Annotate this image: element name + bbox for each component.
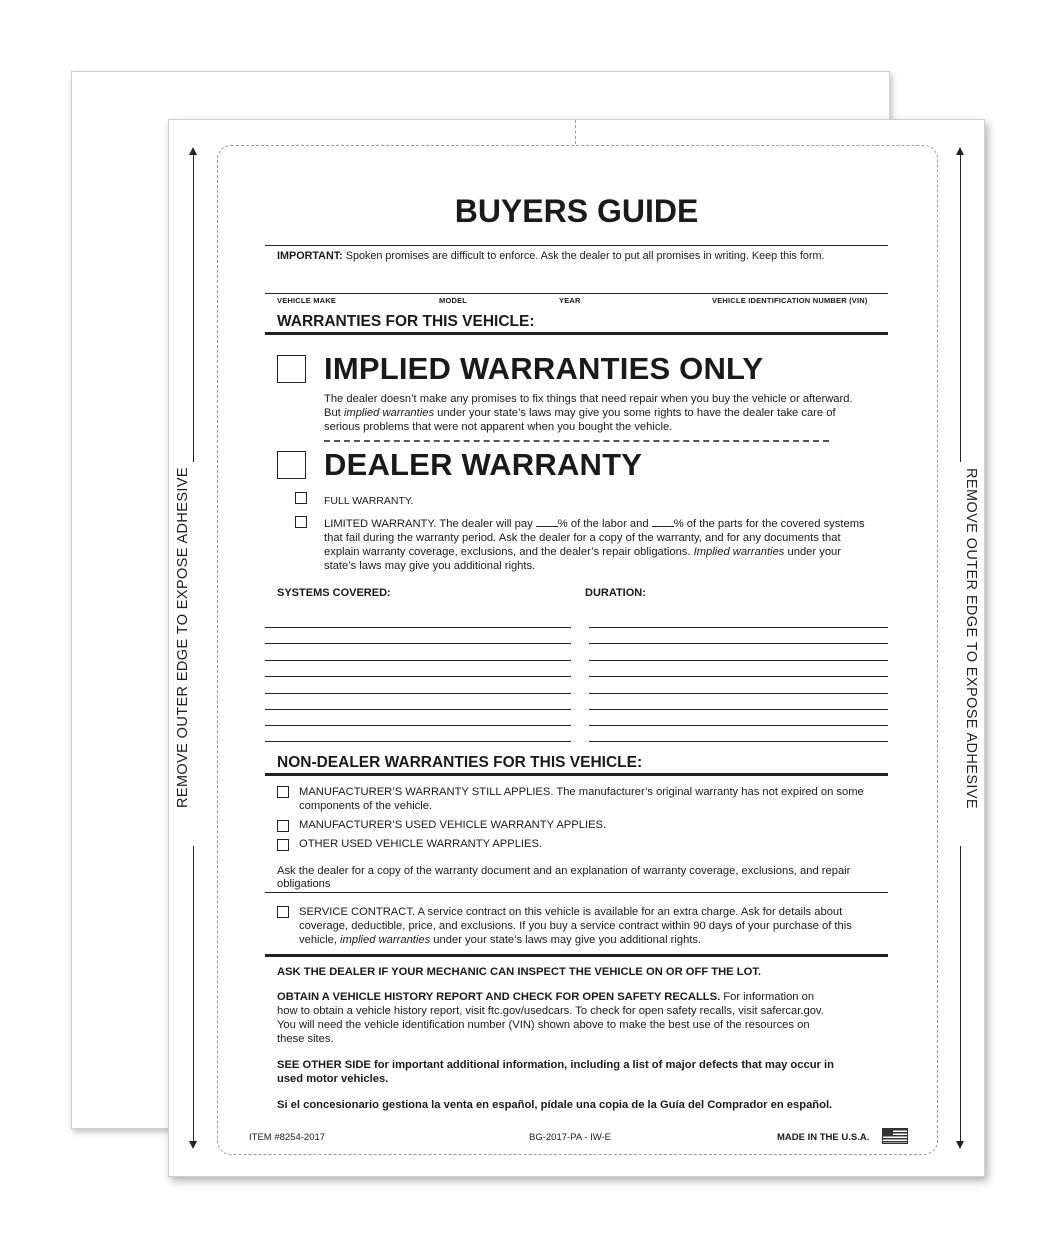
model-label: MODEL [439,296,468,305]
us-flag-icon [882,1128,908,1144]
systems-covered-line[interactable] [265,709,571,710]
text: OBTAIN A VEHICLE HISTORY REPORT AND CHECK FOR OPEN SAFETY RECALLS. [277,991,721,1003]
other-side-line-2: used motor vehicles. [277,1073,389,1085]
duration-line[interactable] [589,660,888,661]
ask-dealer-copy-line-1: Ask the dealer for a copy of the warranty document and an explanation of warranty coverage, exclusions, and repair [277,865,851,877]
important-label: IMPORTANT: [277,250,343,262]
perforation-mark [575,120,576,144]
manufacturer-used-warranty-label: MANUFACTURER’S USED VEHICLE WARRANTY APPLIES. [299,819,607,831]
text: under your state’s laws may give you some rights to have the dealer take care of [434,407,836,419]
history-line-1 [277,990,814,1004]
other-side-line-1: SEE OTHER SIDE for important additional information, including a list of major defects that may occur in [277,1059,834,1071]
divider [265,954,888,957]
full-warranty-label: FULL WARRANTY. [324,495,414,507]
spanish-notice: Si el concesionario gestiona la venta en español, pídale una copia de la Guía del Comprador en español. [277,1099,833,1111]
implied-warranties-heading: IMPLIED WARRANTIES ONLY [324,351,764,386]
important-notice [277,249,824,263]
other-used-warranty-checkbox[interactable] [277,839,289,851]
section-dashed-separator [324,440,829,442]
item-number: ITEM #8254-2017 [249,1132,326,1143]
ask-dealer-copy-line-2: obligations [277,878,331,890]
divider [265,892,888,893]
text: vehicle, [299,934,341,946]
parts-percent-blank[interactable] [652,517,674,527]
service-contract-checkbox[interactable] [277,906,289,918]
side-instruction-left: REMOVE OUTER EDGE TO EXPOSE ADHESIVE [175,466,191,808]
duration-line[interactable] [589,693,888,694]
dealer-warranty-checkbox[interactable] [277,451,306,479]
systems-covered-line[interactable] [265,693,571,694]
duration-line[interactable] [589,676,888,677]
manufacturer-warranty-line-2: components of the vehicle. [299,800,433,812]
dealer-warranty-heading: DEALER WARRANTY [324,447,643,482]
divider [265,773,888,776]
systems-covered-line[interactable] [265,676,571,677]
duration-line[interactable] [589,741,888,742]
arrow-down-icon [956,1141,964,1149]
other-used-warranty-label: OTHER USED VEHICLE WARRANTY APPLIES. [299,838,543,850]
systems-covered-line[interactable] [265,741,571,742]
duration-label: DURATION: [585,587,646,599]
service-contract-line-3 [299,933,701,947]
important-text: Spoken promises are difficult to enforce. Ask the dealer to put all promises in writing. Keep this form. [345,250,825,262]
manufacturer-warranty-line-1: MANUFACTURER’S WARRANTY STILL APPLIES. The manufacturer’s original warranty has not expired on some [299,786,864,798]
limited-line-1 [324,517,865,531]
implied-line-1: The dealer doesn’t make any promises to fix things that need repair when you buy the vehicle or afterward. [324,393,853,405]
text: % of the labor and [557,518,652,530]
side-instruction-right: REMOVE OUTER EDGE TO EXPOSE ADHESIVE [963,468,979,810]
text: LIMITED WARRANTY. The dealer will pay [324,518,536,530]
warranties-heading: WARRANTIES FOR THIS VEHICLE: [277,313,535,330]
text: But [324,407,344,419]
labor-percent-blank[interactable] [536,517,558,527]
history-line-2: how to obtain a vehicle history report, visit ftc.gov/usedcars. To check for open safety recalls, visit safercar.gov. [277,1005,824,1017]
side-line [960,846,961,1141]
text: under your state’s laws may give you additional rights. [430,934,702,946]
text: For information on [720,991,815,1003]
systems-covered-line[interactable] [265,643,571,644]
text: implied warranties [343,407,435,419]
side-line [193,846,194,1141]
non-dealer-heading: NON-DEALER WARRANTIES FOR THIS VEHICLE: [277,754,643,771]
text: under your [784,546,841,558]
systems-covered-line[interactable] [265,660,571,661]
text: implied warranties [340,934,431,946]
duration-line[interactable] [589,643,888,644]
vehicle-make-label: VEHICLE MAKE [277,296,337,305]
year-label: YEAR [559,296,581,305]
implied-line-2 [324,406,836,420]
full-warranty-checkbox[interactable] [295,492,307,504]
form-title: BUYERS GUIDE [454,193,699,229]
text: Implied warranties [693,546,785,558]
limited-line-2: that fail during the warranty period. Ask the dealer for a copy of the warranty, and for any documents that [324,532,841,544]
duration-line[interactable] [589,725,888,726]
divider [265,293,888,294]
manufacturer-warranty-checkbox[interactable] [277,786,289,798]
made-in-usa: MADE IN THE U.S.A. [777,1132,870,1143]
text: % of the parts for the covered systems [673,518,865,530]
history-line-3: You will need the vehicle identification number (VIN) shown above to make the best use of the resources on [277,1019,810,1031]
vin-label: VEHICLE IDENTIFICATION NUMBER (VIN) [712,296,868,305]
duration-line[interactable] [589,627,888,628]
implied-line-3: serious problems that were not apparent when you bought the vehicle. [324,421,673,433]
text: explain warranty coverage, exclusions, and the dealer’s repair obligations. [324,546,694,558]
limited-line-4: state’s laws may give you additional rights. [324,560,536,572]
divider [265,332,888,335]
buyers-guide-sheet [168,119,985,1177]
limited-line-3 [324,545,841,559]
divider [265,245,888,246]
manufacturer-used-warranty-checkbox[interactable] [277,820,289,832]
limited-warranty-checkbox[interactable] [295,516,307,528]
arrow-down-icon [189,1141,197,1149]
systems-covered-label: SYSTEMS COVERED: [277,587,391,599]
implied-warranties-checkbox[interactable] [277,355,306,383]
mechanic-inspection-notice: ASK THE DEALER IF YOUR MECHANIC CAN INSPECT THE VEHICLE ON OR OFF THE LOT. [277,966,761,978]
systems-covered-line[interactable] [265,725,571,726]
history-line-4: these sites. [277,1033,334,1045]
form-code: BG-2017-PA - IW-E [529,1132,612,1143]
duration-line[interactable] [589,709,888,710]
service-contract-line-2: coverage, deductible, price, and exclusions. If you buy a service contract within 90 days of your purchase of this [299,920,852,932]
systems-covered-line[interactable] [265,627,571,628]
service-contract-line-1: SERVICE CONTRACT. A service contract on this vehicle is available for an extra charge. Ask for details about [299,906,843,918]
